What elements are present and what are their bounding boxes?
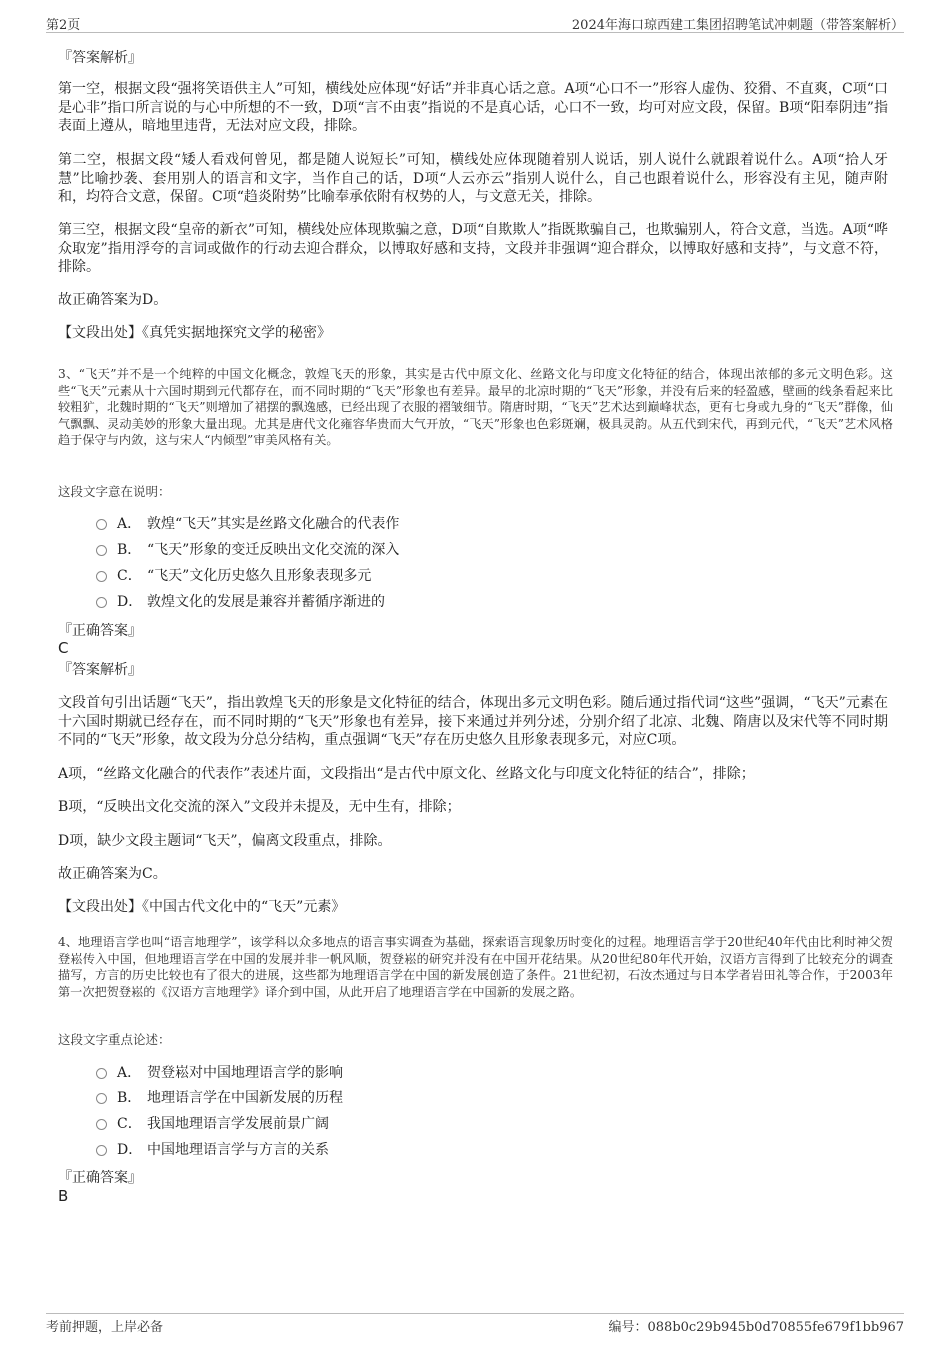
radio-icon[interactable]	[96, 519, 107, 530]
correct-answer-label: 『正确答案』	[58, 623, 142, 639]
analysis-label: 『答案解析』	[58, 50, 142, 66]
option-text: 贺登崧对中国地理语言学的影响	[147, 1065, 343, 1081]
option-c[interactable]	[96, 1115, 329, 1133]
radio-icon[interactable]	[96, 597, 107, 608]
question-prompt: 这段文字意在说明：	[58, 484, 171, 499]
option-key: D．	[117, 594, 143, 610]
option-b[interactable]	[96, 541, 399, 559]
radio-icon[interactable]	[96, 1119, 107, 1130]
analysis-paragraph: B项，“反映出文化交流的深入”文段并未提及，无中生有，排除；	[58, 799, 461, 815]
option-key: B．	[117, 1090, 142, 1106]
correct-answer: B	[58, 1187, 69, 1205]
analysis-paragraph: 第三空，根据文段“皇帝的新衣”可知，横线处应体现欺骗之意，D项“自欺欺人”指既欺骗自己，也欺骗别人，符合文意，当选。A项“哗众取宠”指用浮夸的言词或做作的行动去迎合群众，以博取好感和支持，文段并非强调“迎合群众，以博取好感和支持”，与文意不符，排除。	[58, 222, 888, 275]
analysis-paragraph: D项，缺少文段主题词“飞天”，偏离文段重点，排除。	[58, 833, 392, 849]
question-stem: 4、地理语言学也叫“语言地理学”，该学科以众多地点的语言事实调查为基础，探索语言现象历时变化的过程。地理语言学于20世纪40年代由比利时神父贺登崧传入中国，但地理语言学在中国的发展并非一帆风顺，贺登崧的研究并没有在中国开花结果。从20世纪80年代开始，汉语方言得到了比较充分的调查描写，方言的历史比较也有了很大的进展，这些都为地理语言学在中国的新发展创造了条件。21世纪初，石汝杰通过与日本学者岩田礼等合作，于2003年第一次把贺登崧的《汉语方言地理学》译介到中国，从此开启了地理语言学在中国新的发展之路。	[58, 935, 893, 999]
radio-icon[interactable]	[96, 545, 107, 556]
analysis-paragraph: 第一空，根据文段“强将笑语供主人”可知，横线处应体现“好话”并非真心话之意。A项“心口不一”形容人虚伪、狡猾、不直爽，C项“口是心非”指口所言说的与心中所想的不一致，D项“言不由衷”指说的不是真心话，心口不一致，均可对应文段，保留。B项“阳奉阴违”指表面上遵从，暗地里违背，无法对应文段，排除。	[58, 81, 888, 134]
option-key: A．	[117, 516, 142, 532]
analysis-label: 『答案解析』	[58, 662, 142, 678]
source: 【文段出处】《中国古代文化中的“飞天”元素》	[58, 899, 346, 915]
page-number: 第2页	[46, 18, 81, 33]
document-title: 2024年海口琼西建工集团招聘笔试冲刺题（带答案解析）	[571, 18, 904, 33]
page-footer	[46, 1313, 904, 1335]
correct-answer-label: 『正确答案』	[58, 1170, 142, 1186]
option-text: “飞天”形象的变迁反映出文化交流的深入	[147, 542, 400, 558]
option-d[interactable]	[96, 593, 385, 611]
option-text: 地理语言学在中国新发展的历程	[147, 1090, 343, 1106]
option-text: 我国地理语言学发展前景广阔	[147, 1116, 329, 1132]
option-key: D．	[117, 1142, 143, 1158]
radio-icon[interactable]	[96, 1145, 107, 1156]
conclusion: 故正确答案为D。	[58, 292, 168, 308]
radio-icon[interactable]	[96, 1068, 107, 1079]
footer-slogan: 考前押题，上岸必备	[46, 1320, 164, 1335]
option-d[interactable]	[96, 1141, 329, 1159]
radio-icon[interactable]	[96, 571, 107, 582]
analysis-paragraph: 文段首句引出话题“飞天”，指出敦煌飞天的形象是文化特征的结合，体现出多元文明色彩。随后通过指代词“这些”强调，“飞天”元素在十六国时期就已经存在，而不同时期的“飞天”形象也有差异，接下来通过并列分述，分别介绍了北凉、北魏、隋唐以及宋代等不同时期不同的“飞天”形象，故文段为分总分结构，重点强调“飞天”存在历史悠久且形象表现多元，对应C项。	[58, 695, 888, 748]
option-text: 中国地理语言学与方言的关系	[147, 1142, 329, 1158]
question-prompt: 这段文字重点论述：	[58, 1032, 171, 1047]
document-id: 编号：088b0c29b945b0d70855fe679f1bb967	[608, 1320, 904, 1335]
option-b[interactable]	[96, 1089, 343, 1107]
option-a[interactable]	[96, 1064, 343, 1082]
option-key: C．	[117, 1116, 142, 1132]
source: 【文段出处】《真凭实据地探究文学的秘密》	[58, 325, 331, 341]
option-key: C．	[117, 568, 142, 584]
option-a[interactable]	[96, 515, 399, 533]
correct-answer: C	[58, 639, 69, 657]
option-c[interactable]	[96, 567, 371, 585]
option-text: “飞天”文化历史悠久且形象表现多元	[147, 568, 372, 584]
option-text: 敦煌“飞天”其实是丝路文化融合的代表作	[147, 516, 400, 532]
option-text: 敦煌文化的发展是兼容并蓄循序渐进的	[147, 594, 385, 610]
question-stem: 3、“飞天”并不是一个纯粹的中国文化概念，敦煌飞天的形象，其实是古代中原文化、丝路文化与印度文化特征的结合，体现出浓郁的多元文明色彩。这些“飞天”元素从十六国时期到元代都存在，而不同时期的“飞天”形象也有差异。最早的北凉时期的“飞天”形象，并没有后来的轻盈感，壁画的线条看起来比较粗犷，北魏时期的“飞天”则增加了裙摆的飘逸感，已经出现了衣服的褶皱细节。隋唐时期，“飞天”艺术达到巅峰状态，更有七身或九身的“飞天”群像，仙气飘飘、灵动美妙的形象大量出现。尤其是唐代文化雍容华贵而大气开放，“飞天”形象也色彩斑斓，极具灵韵。从五代到宋代，再到元代，“飞天”艺术风格趋于保守与内敛，这与宋人“内倾型”审美风格有关。	[58, 367, 893, 447]
page-header	[46, 14, 904, 33]
conclusion: 故正确答案为C。	[58, 866, 167, 882]
option-key: B．	[117, 542, 142, 558]
analysis-paragraph: A项，“丝路文化融合的代表作”表述片面，文段指出“是古代中原文化、丝路文化与印度文化特征的结合”，排除；	[58, 766, 755, 782]
radio-icon[interactable]	[96, 1093, 107, 1104]
analysis-paragraph: 第二空，根据文段“矮人看戏何曾见，都是随人说短长”可知，横线处应体现随着别人说话，别人说什么就跟着说什么。A项“拾人牙慧”比喻抄袭、套用别人的语言和文字，当作自己的话，D项“人云亦云”指别人说什么，自己也跟着说什么，形容没有主见，随声附和，均符合文意，保留。C项“趋炎附势”比喻奉承依附有权势的人，与文意无关，排除。	[58, 152, 888, 205]
option-key: A．	[117, 1065, 142, 1081]
